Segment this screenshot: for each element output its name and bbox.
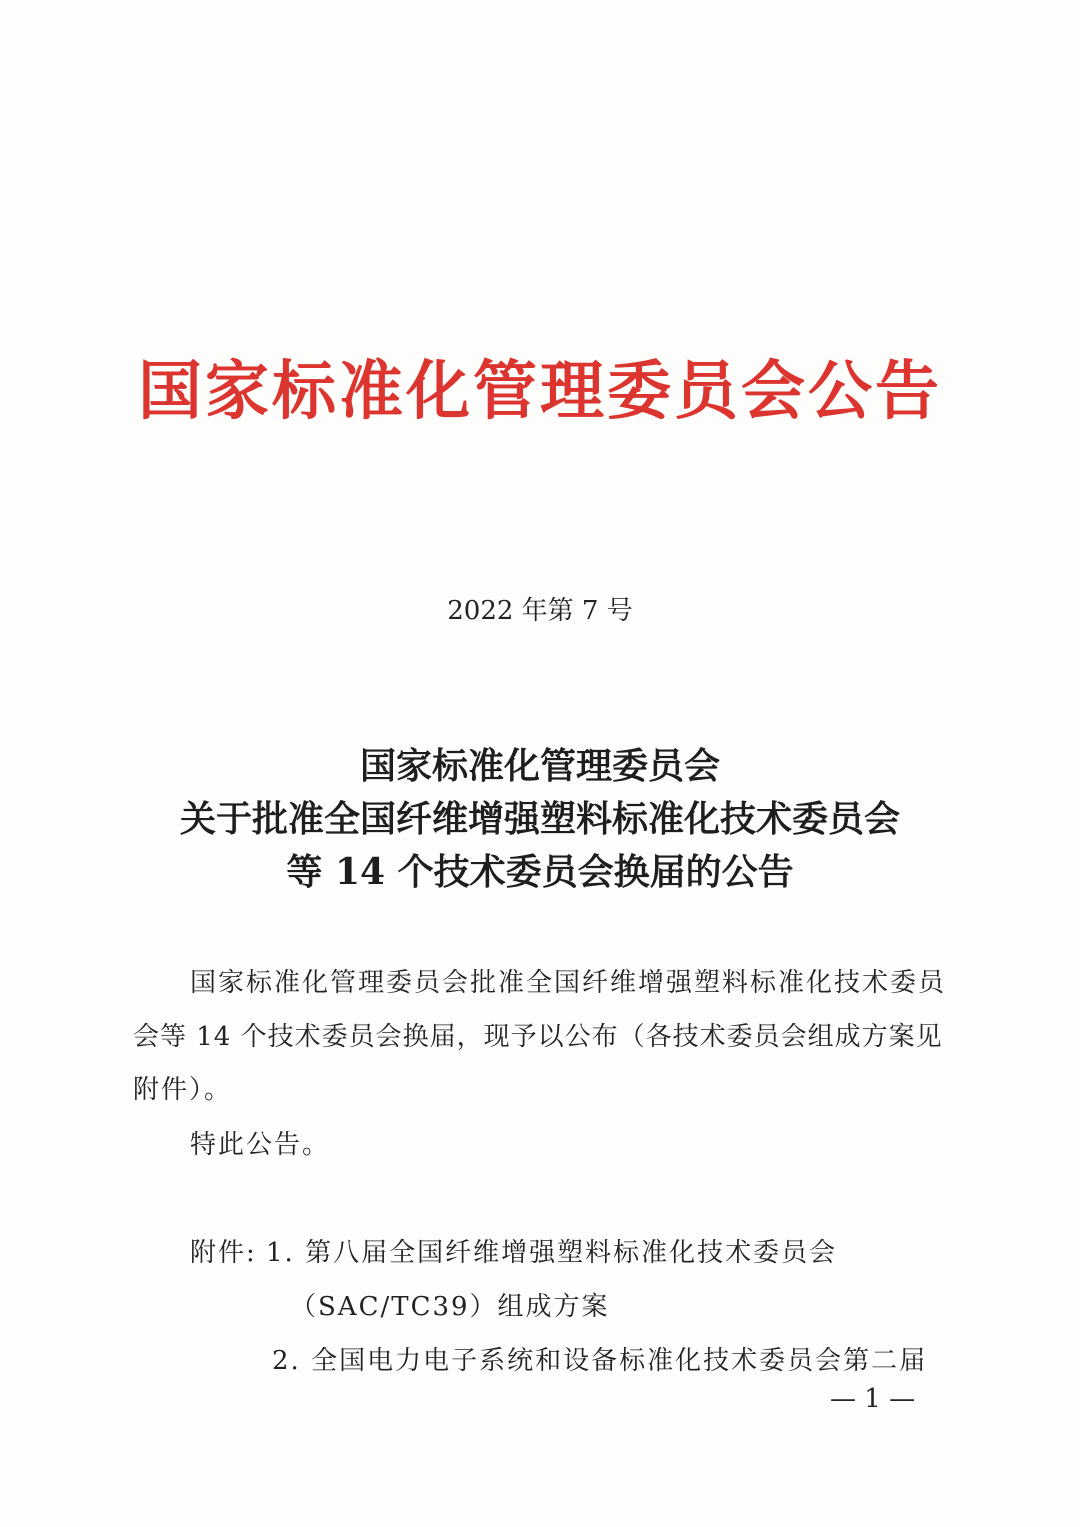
paragraph-line-3: 附件）。 — [133, 1075, 233, 1105]
heading-line-1: 国家标准化管理委员会 — [359, 745, 720, 787]
attachment-item-1: 1. 第八届全国纤维增强塑料标准化技术委员会 — [266, 1238, 838, 1268]
announcement-title: 国家标准化管理委员会公告 — [138, 354, 942, 429]
heading-line-2: 关于批准全国纤维增强塑料标准化技术委员会 — [179, 798, 900, 840]
paragraph-line-2: 会等 14 个技术委员会换届，现予以公布（各技术委员会组成方案见 — [133, 1022, 943, 1052]
paragraph-line-1: 国家标准化管理委员会批准全国纤维增强塑料标准化技术委员 — [190, 968, 947, 998]
heading-line-3: 等 14 个技术委员会换届的公告 — [286, 851, 794, 893]
attachment-item-2: 2. 全国电力电子系统和设备标准化技术委员会第二届 — [272, 1346, 928, 1376]
attachments-label: 附件: — [190, 1238, 257, 1268]
closing-text: 特此公告。 — [190, 1130, 331, 1160]
document-number: 2022 年第 7 号 — [447, 596, 633, 626]
attachment-item-1-cont: （SAC/TC39）组成方案 — [290, 1292, 610, 1322]
page-number: — 1 — — [830, 1384, 916, 1414]
